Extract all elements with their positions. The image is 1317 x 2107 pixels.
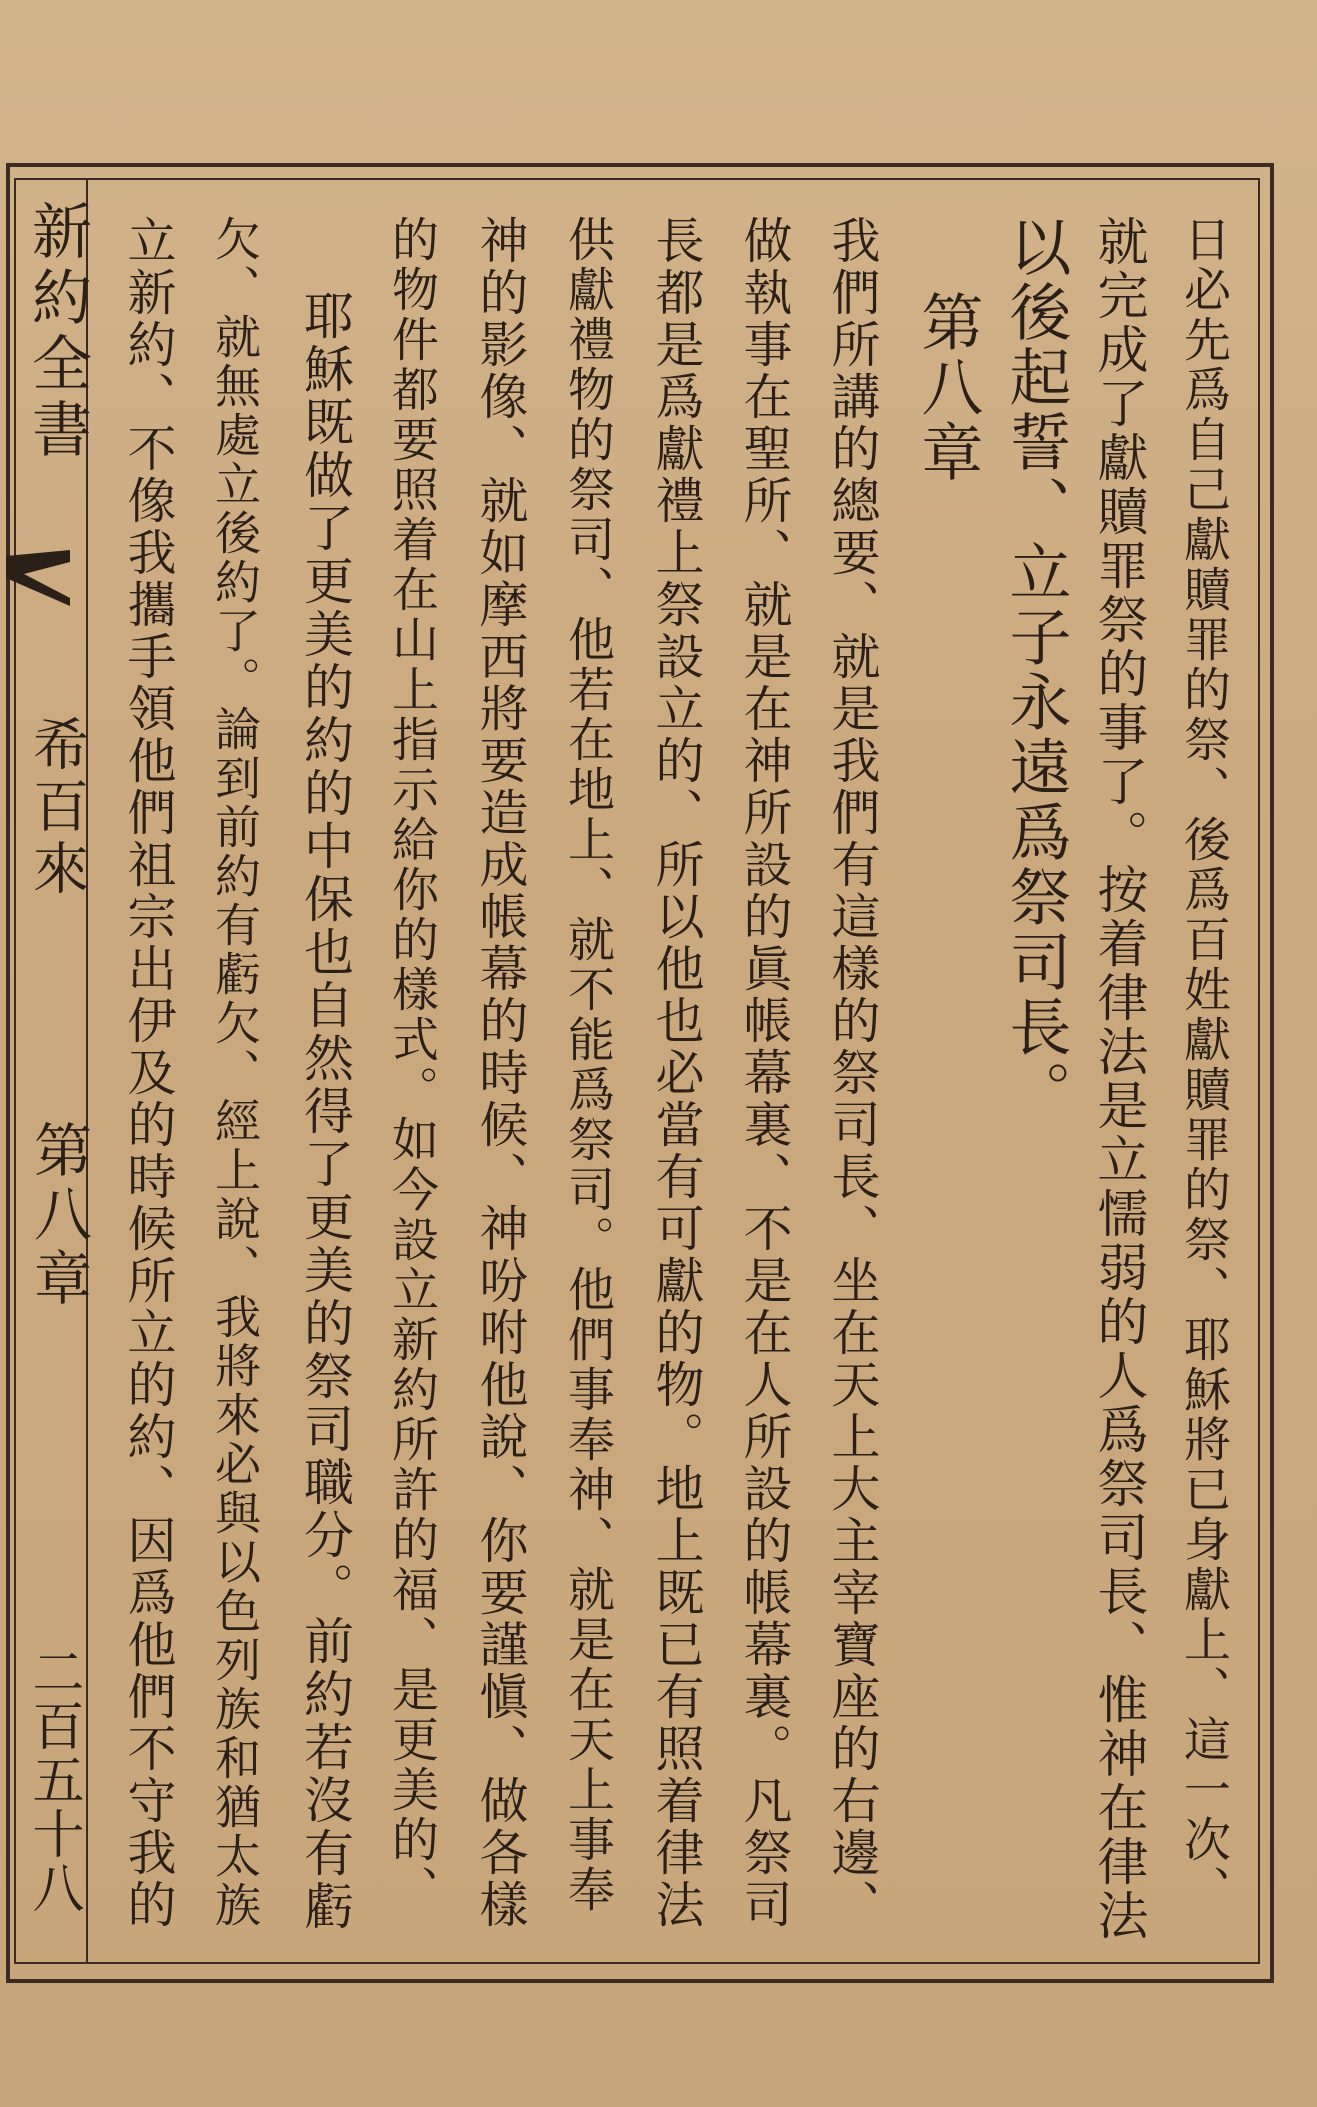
text-column-3: 以後起誓、立子永遠爲祭司長。 xyxy=(999,215,1072,1125)
text-column-12: 欠、就無處立後約了。論到前約有虧欠、經上說、我將來必與以色列族和猶太族 xyxy=(208,215,262,1930)
text-column-6: 做執事在聖所、就是在神所設的眞帳幕裏、不是在人所設的帳幕裏。凡祭司 xyxy=(736,215,793,1931)
margin-book-title: 新約全書 xyxy=(22,200,92,464)
text-column-2: 就完成了獻贖罪祭的事了。按着律法是立懦弱的人爲祭司長、惟神在律法 xyxy=(1088,215,1147,1943)
page-inner-frame xyxy=(14,178,1260,1964)
text-column-8: 供獻禮物的祭司、他若在地上、就不能爲祭司。他們事奉神、就是在天上事奉 xyxy=(560,215,615,1915)
text-column-7: 長都是爲獻禮上祭設立的、所以他也必當有可獻的物。地上既已有照着律法 xyxy=(648,215,705,1931)
text-column-13: 立新約、不像我攜手領他們祖宗出伊及的時候所立的約、因爲他們不守我的 xyxy=(120,215,177,1931)
text-column-11: 耶穌既做了更美的約的中保也自然得了更美的祭司職分。前約若沒有虧 xyxy=(296,290,354,1933)
chapter-heading: 第八章 xyxy=(911,290,984,485)
text-column-10: 的物件都要照着在山上指示給你的樣式。如今設立新約所許的福、是更美的、 xyxy=(384,215,439,1915)
text-column-1: 日必先爲自己獻贖罪的祭、後爲百姓獻贖罪的祭、耶穌將已身獻上、這一次、 xyxy=(1176,215,1231,1915)
text-column-9: 神的影像、就如摩西將要造成帳幕的時候、神吩咐他說、你要謹愼、做各樣 xyxy=(472,215,529,1931)
fishtail-ornament-icon xyxy=(4,548,74,608)
margin-page-number: 二百五十八 xyxy=(23,1645,83,1915)
text-column-5: 我們所講的總要、就是我們有這樣的祭司長、坐在天上大主宰寶座的右邊、 xyxy=(824,215,881,1931)
margin-book-name: 希百來 xyxy=(24,715,89,901)
margin-chapter-label: 第八章 xyxy=(24,1120,92,1312)
